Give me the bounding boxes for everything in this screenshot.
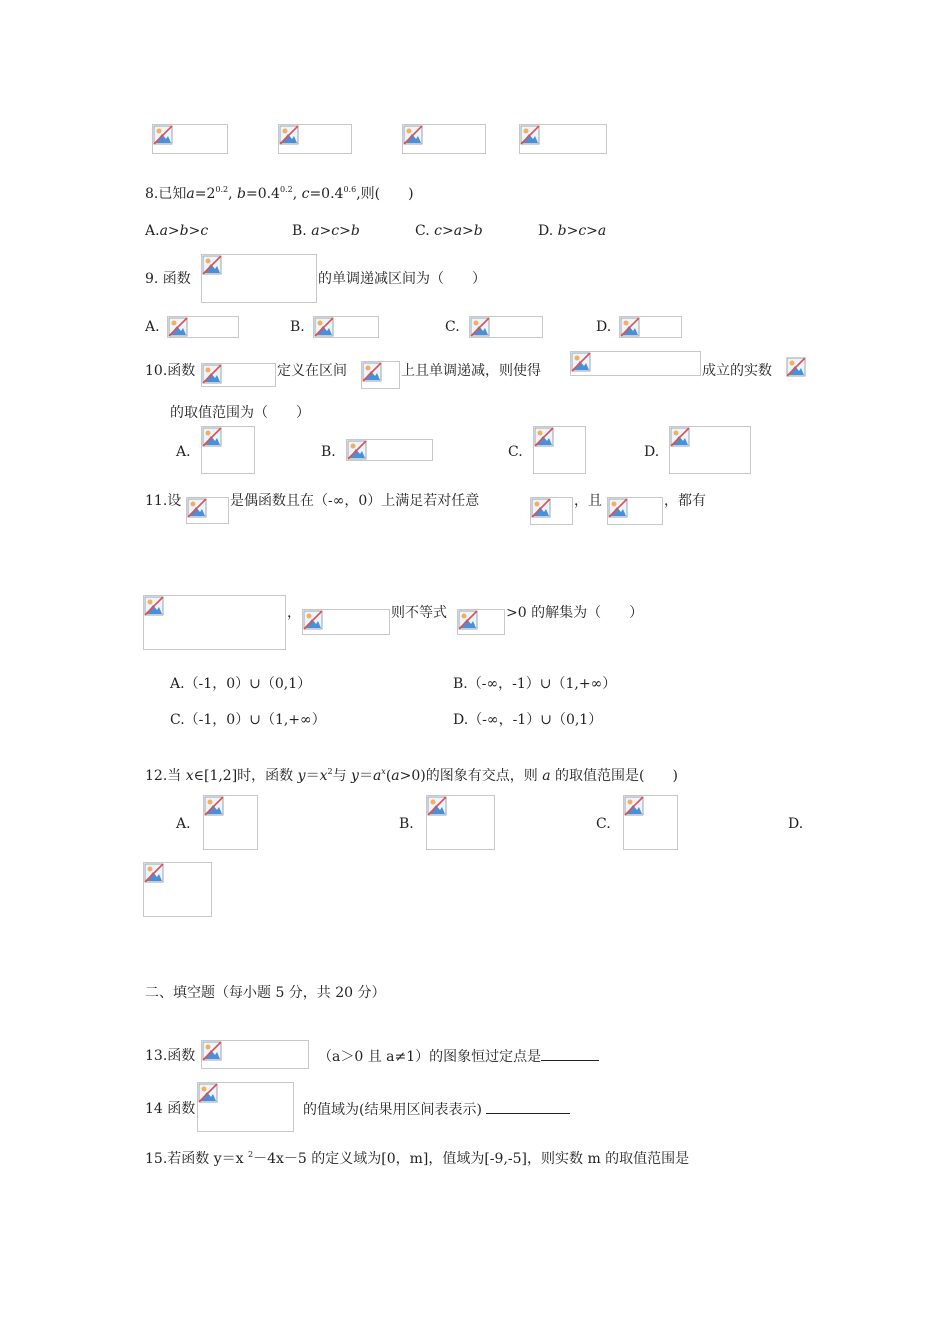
broken-image-icon [571, 352, 591, 372]
q12-text: 12.当 [145, 768, 186, 784]
q9-option-b: B. [290, 319, 305, 335]
option-text: c>a>b [434, 223, 483, 239]
image-placeholder [402, 124, 486, 154]
q11-part6: >0 的解集为（ ） [506, 605, 644, 621]
var-b: b [237, 186, 246, 202]
q12-option-a: A. [176, 816, 191, 832]
broken-image-icon [204, 796, 224, 816]
q9-option-c: C. [445, 319, 460, 335]
option-text: a>c>b [311, 223, 360, 239]
q13-suffix-text: （a＞0 且 a≠1）的图象恒过定点是 [318, 1049, 542, 1065]
q8-option-c [415, 221, 483, 241]
broken-image-icon [470, 317, 490, 337]
q9-option-d: D. [596, 319, 612, 335]
broken-image-icon [534, 427, 554, 447]
exponent: 0.6 [343, 185, 357, 194]
q11-prefix: 11.设 [145, 493, 182, 509]
image-placeholder [426, 795, 495, 850]
q10-option-d: D. [644, 444, 660, 460]
q12-text: ＝ [358, 768, 373, 784]
exponent: 2 [247, 1150, 254, 1159]
q11-option-c [170, 710, 326, 730]
broken-image-icon [279, 125, 299, 145]
q9-option-a: A. [145, 319, 160, 335]
q11-option-a [170, 674, 311, 694]
q12-text: 的取值范围是( ) [550, 768, 678, 784]
q10-prefix: 10.函数 [145, 363, 196, 379]
question-15 [145, 1149, 689, 1169]
q10-line2: 的取值范围为（ ） [170, 405, 310, 421]
exponent: 2 [327, 767, 333, 776]
image-placeholder [278, 124, 352, 154]
q12-option-b: B. [399, 816, 414, 832]
q10-option-b: B. [321, 444, 336, 460]
var-y: y [297, 768, 306, 784]
image-placeholder [533, 426, 586, 474]
broken-image-icon [347, 440, 367, 460]
q10-part4: 成立的实数 [702, 363, 772, 379]
broken-image-icon [198, 1083, 218, 1103]
answer-blank[interactable] [486, 1099, 570, 1114]
question-8: 8.已知$a=2^{0.2}$, $b=0.4^{0.2}$, $c=0.4^{0.6}$,则( ) [145, 185, 414, 202]
image-placeholder [152, 124, 228, 154]
var-a: a [542, 768, 551, 784]
q10-part3: 上且单调递减，则使得 [401, 363, 541, 379]
image-placeholder [201, 363, 276, 387]
section-heading: 二、填空题（每小题 5 分，共 20 分） [145, 985, 386, 1001]
broken-image-icon [202, 255, 222, 275]
option-label: D. [453, 712, 469, 728]
q8-option-b [292, 221, 360, 241]
q12-option-c: C. [596, 816, 611, 832]
q12-text: ＝ [305, 768, 320, 784]
option-text: （-1，0）∪（1,+∞） [184, 712, 326, 728]
broken-image-icon [531, 498, 551, 518]
image-placeholder [786, 357, 807, 378]
broken-image-icon [458, 610, 478, 630]
var-a: a [186, 186, 195, 202]
var-c: c [301, 186, 310, 202]
option-text: （-∞，-1）∪（1,+∞） [467, 676, 617, 692]
broken-image-icon [427, 796, 447, 816]
q15-text: 15.若函数 y＝x [145, 1151, 248, 1167]
broken-image-icon [403, 125, 423, 145]
image-placeholder [669, 426, 751, 474]
option-label: B. [292, 223, 307, 239]
q11-part4: ，都有 [664, 493, 706, 509]
broken-image-icon [202, 364, 222, 384]
image-placeholder [143, 862, 212, 917]
option-label: C. [415, 223, 430, 239]
exponent: 0.2 [215, 185, 229, 194]
image-placeholder [167, 316, 239, 338]
exponent: 0.2 [279, 185, 293, 194]
image-placeholder [607, 497, 663, 525]
q10-part2: 定义在区间 [277, 363, 347, 379]
broken-image-icon [620, 317, 640, 337]
broken-image-icon [144, 863, 164, 883]
option-label: A. [170, 676, 185, 692]
broken-image-icon [362, 362, 382, 382]
image-placeholder [302, 609, 390, 635]
image-placeholder [570, 351, 701, 376]
image-placeholder [201, 254, 317, 303]
q13-suffix [318, 1046, 599, 1067]
broken-image-icon [202, 427, 222, 447]
var-a: a [391, 768, 400, 784]
q8-option-a [145, 221, 208, 241]
q9-suffix: 的单调递减区间为（ ） [318, 271, 486, 287]
option-text: b>c>a [557, 223, 607, 239]
q8-option-d [538, 221, 606, 241]
image-placeholder [186, 497, 229, 524]
broken-image-icon [670, 427, 690, 447]
q13-prefix: 13.函数 [145, 1048, 196, 1064]
image-placeholder [197, 1082, 294, 1132]
q10-option-c: C. [508, 444, 523, 460]
image-placeholder [201, 426, 255, 474]
q14-suffix-text: 的值域为(结果用区间表表示) [303, 1102, 482, 1118]
broken-image-icon [187, 498, 207, 518]
option-label: A. [145, 223, 160, 239]
broken-image-icon [786, 357, 806, 377]
q11-part5: 则不等式 [391, 605, 447, 621]
q11-option-d [453, 710, 602, 730]
exponent: x [381, 767, 386, 776]
broken-image-icon [608, 498, 628, 518]
q12-text: 与 [332, 768, 352, 784]
image-placeholder [619, 316, 682, 338]
q12-option-d: D. [788, 816, 804, 832]
var-a: a [372, 768, 382, 784]
option-text: （-1，0）∪（0,1） [184, 676, 312, 692]
q15-text: －4x－5 的定义域为[0，m]，值域为[-9,-5]，则实数 m 的取值范围是 [253, 1151, 690, 1167]
q11-comma: ， [287, 605, 301, 621]
q8-a-eq: =2 [194, 186, 216, 202]
image-placeholder [361, 361, 400, 389]
q11-part2: 是偶函数且在（-∞，0）上满足若对任意 [230, 493, 480, 509]
q10-option-a: A. [176, 444, 191, 460]
image-placeholder [530, 497, 573, 525]
broken-image-icon [168, 317, 188, 337]
option-label: B. [453, 676, 468, 692]
broken-image-icon [202, 1041, 222, 1061]
q14-prefix: 14 函数 [145, 1101, 196, 1117]
image-placeholder [203, 795, 258, 850]
answer-blank[interactable] [541, 1046, 599, 1061]
q12-text: ( [385, 768, 392, 784]
image-placeholder [313, 316, 379, 338]
broken-image-icon [314, 317, 334, 337]
broken-image-icon [303, 610, 323, 630]
image-placeholder [457, 609, 505, 635]
q9-prefix: 9. 函数 [145, 271, 191, 287]
q8-suffix: ,则( ) [356, 186, 414, 202]
image-placeholder [623, 795, 678, 850]
var-y: y [351, 768, 359, 784]
q12-text: ∈[1,2]时，函数 [193, 768, 298, 784]
option-text: （-∞，-1）∪（0,1） [468, 712, 603, 728]
var-x: x [185, 768, 194, 784]
broken-image-icon [624, 796, 644, 816]
broken-image-icon [153, 125, 173, 145]
q12-text: >0)的图象有交点，则 [399, 768, 543, 784]
q8-prefix: 8.已知 [145, 186, 187, 202]
image-placeholder [469, 316, 543, 338]
broken-image-icon [144, 596, 164, 616]
image-placeholder [519, 124, 607, 154]
q8-b-eq: =0.4 [245, 186, 280, 202]
image-placeholder [346, 439, 433, 461]
option-text: a>b>c [159, 223, 209, 239]
q11-option-b [453, 674, 616, 694]
q8-c-eq: =0.4 [309, 186, 344, 202]
option-label: D. [538, 223, 554, 239]
question-12 [145, 766, 678, 786]
image-placeholder [143, 595, 286, 650]
option-label: C. [170, 712, 185, 728]
var-x: x [319, 768, 328, 784]
q11-part3: ，且 [574, 493, 602, 509]
image-placeholder [201, 1040, 309, 1069]
broken-image-icon [520, 125, 540, 145]
q14-suffix [303, 1099, 570, 1120]
